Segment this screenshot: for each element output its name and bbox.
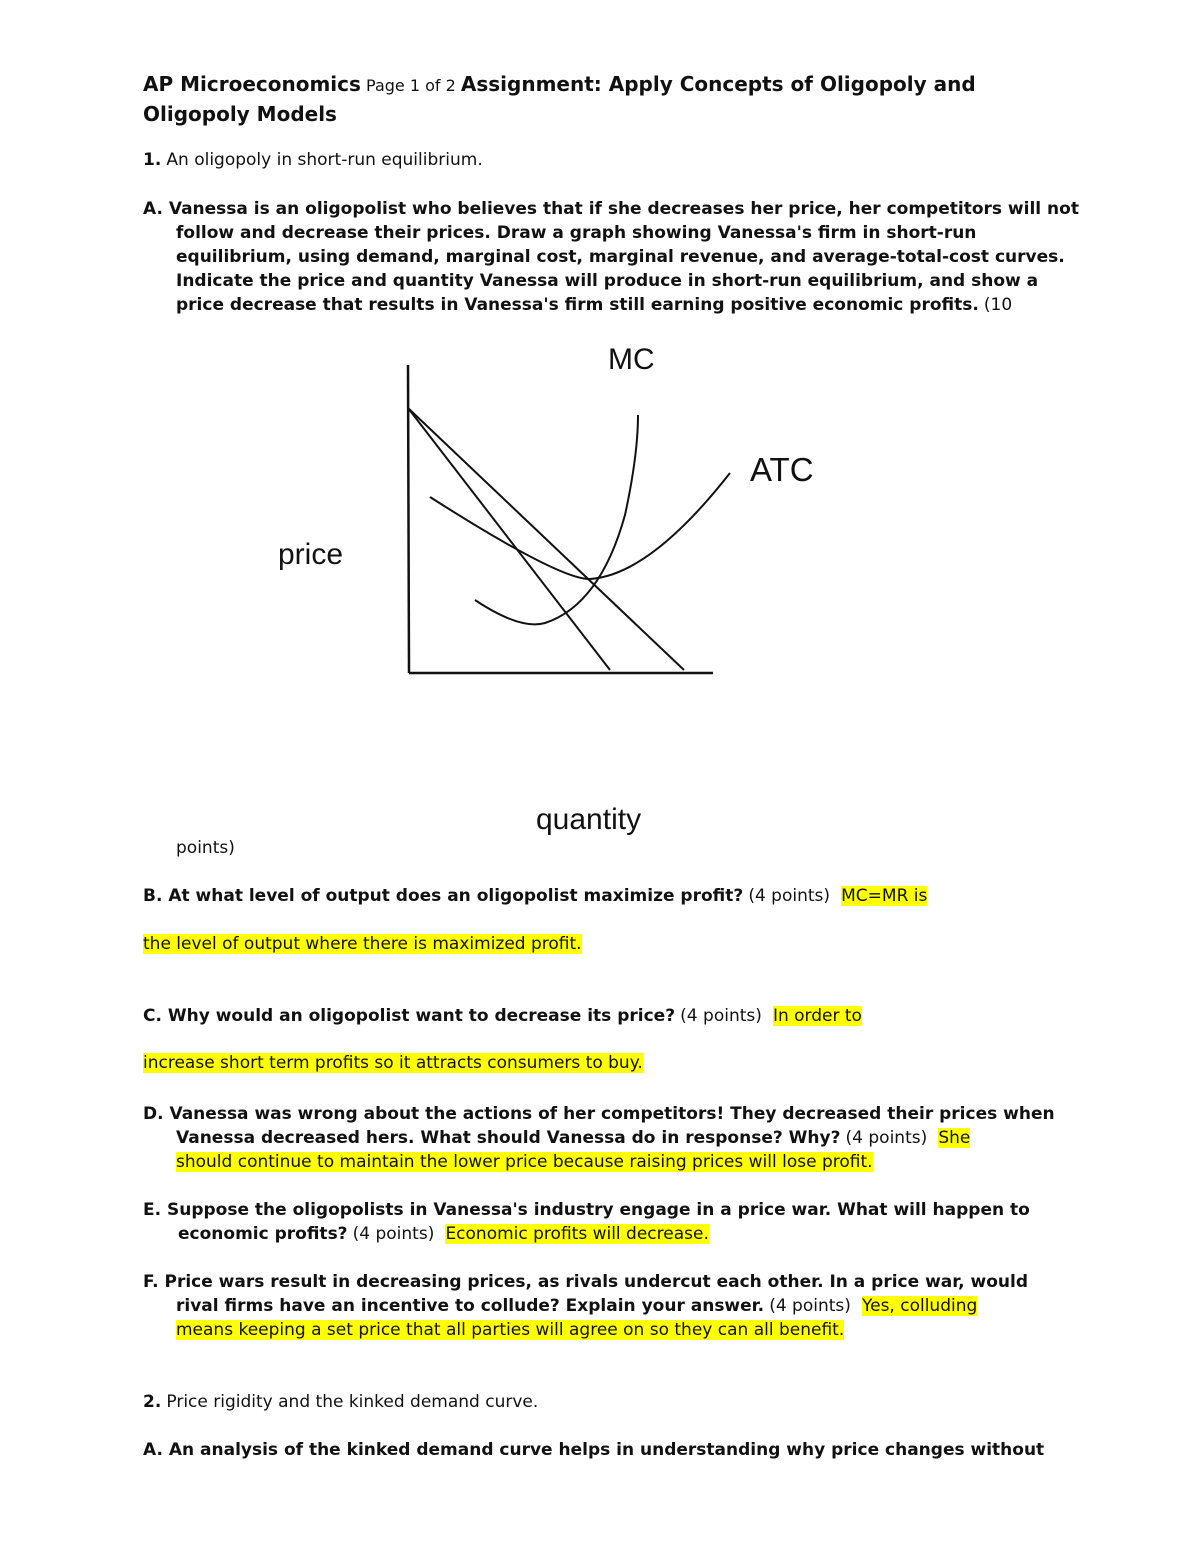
qE-line2 [178, 1224, 709, 1244]
qE-question: economic profits? [178, 1224, 348, 1244]
qA-points-start: (10 [983, 295, 1013, 315]
qF-line2 [176, 1296, 977, 1316]
qC-answer-line2-wrap [143, 1053, 643, 1073]
qD-question: Vanessa decreased hers. What should Vanessa do in response? Why? [176, 1128, 841, 1148]
qF-answer-line3 [176, 1320, 844, 1340]
qF-question: rival firms have an incentive to collude? Explain your answer. [176, 1296, 765, 1316]
qB-answer-line2: the level of output where there is maximized profit. [143, 934, 582, 954]
qF-line1: F. Price wars result in decreasing prices, as rivals undercut each other. In a price war, would [143, 1272, 1029, 1292]
qC-line1 [143, 1006, 862, 1026]
qC-answer-line2: increase short term profits so it attracts consumers to buy. [143, 1053, 643, 1073]
qB-points: (4 points) [748, 886, 831, 906]
qA-points-end: points) [176, 838, 235, 858]
qD-line1: D. Vanessa was wrong about the actions of her competitors! They decreased their prices when [143, 1104, 1055, 1124]
mc-label: MC [608, 343, 655, 376]
qD-line2 [176, 1128, 970, 1148]
qC-question: C. Why would an oligopolist want to decrease its price? [143, 1006, 676, 1026]
section1-number: 1. [143, 150, 162, 170]
q2A-line1: A. An analysis of the kinked demand curve helps in understanding why price changes without [143, 1440, 1045, 1460]
price-axis-label: price [278, 538, 344, 571]
qA-line2: follow and decrease their prices. Draw a graph showing Vanessa's firm in short-run [176, 223, 977, 243]
marginal-revenue-curve [408, 408, 610, 670]
section2-heading [143, 1392, 538, 1412]
qB-answer-line1: MC=MR is [841, 886, 928, 906]
qF-answer-part1: Yes, colluding [861, 1296, 978, 1316]
cost-curves-graph [270, 335, 830, 845]
qA-line3: equilibrium, using demand, marginal cost, marginal revenue, and average-total-cost curves. [176, 247, 1065, 267]
mc-curve [475, 415, 638, 624]
atc-curve [430, 473, 730, 579]
qA-line4: Indicate the price and quantity Vanessa will produce in short-run equilibrium, and show a [176, 271, 1039, 291]
qA-line1: A. Vanessa is an oligopolist who believes that if she decreases her price, her competitors will not [143, 199, 1079, 219]
qD-answer-line3 [176, 1152, 873, 1172]
qF-answer-part2: means keeping a set price that all parties will agree on so they can all benefit. [176, 1320, 845, 1340]
qD-points: (4 points) [845, 1128, 928, 1148]
section1-heading [143, 150, 483, 170]
course-title: AP Microeconomics [143, 72, 361, 96]
qB-line1 [143, 886, 927, 906]
qE-answer: Economic profits will decrease. [445, 1224, 709, 1244]
qC-answer-line1: In order to [772, 1006, 862, 1026]
demand-curve [408, 408, 684, 670]
qB-question: B. At what level of output does an oligopolist maximize profit? [143, 886, 744, 906]
qB-answer-line2-wrap [143, 934, 582, 954]
atc-label: ATC [750, 451, 814, 488]
assignment-title-line1: Assignment: Apply Concepts of Oligopoly and [460, 72, 976, 96]
quantity-axis-label: quantity [536, 803, 642, 836]
qA-line5 [176, 295, 1012, 315]
qE-line1: E. Suppose the oligopolists in Vanessa's industry engage in a price war. What will happen to [143, 1200, 1030, 1220]
y-axis [408, 365, 409, 673]
graph-svg [270, 335, 830, 845]
qA-line5-text: price decrease that results in Vanessa's firm still earning positive economic profits. [176, 295, 979, 315]
section1-title: An oligopoly in short-run equilibrium. [166, 150, 483, 170]
section2-number: 2. [143, 1392, 162, 1412]
qC-points: (4 points) [680, 1006, 762, 1026]
qF-points: (4 points) [769, 1296, 851, 1316]
qD-answer-part2: should continue to maintain the lower price because raising prices will lose profit. [176, 1152, 873, 1172]
qD-answer-part1: She [938, 1128, 971, 1148]
assignment-title-line2: Oligopoly Models [143, 102, 337, 126]
header-line1 [143, 72, 976, 96]
section2-title: Price rigidity and the kinked demand curve. [166, 1392, 539, 1412]
qE-points: (4 points) [352, 1224, 435, 1244]
page-label: Page 1 of 2 [366, 76, 456, 95]
